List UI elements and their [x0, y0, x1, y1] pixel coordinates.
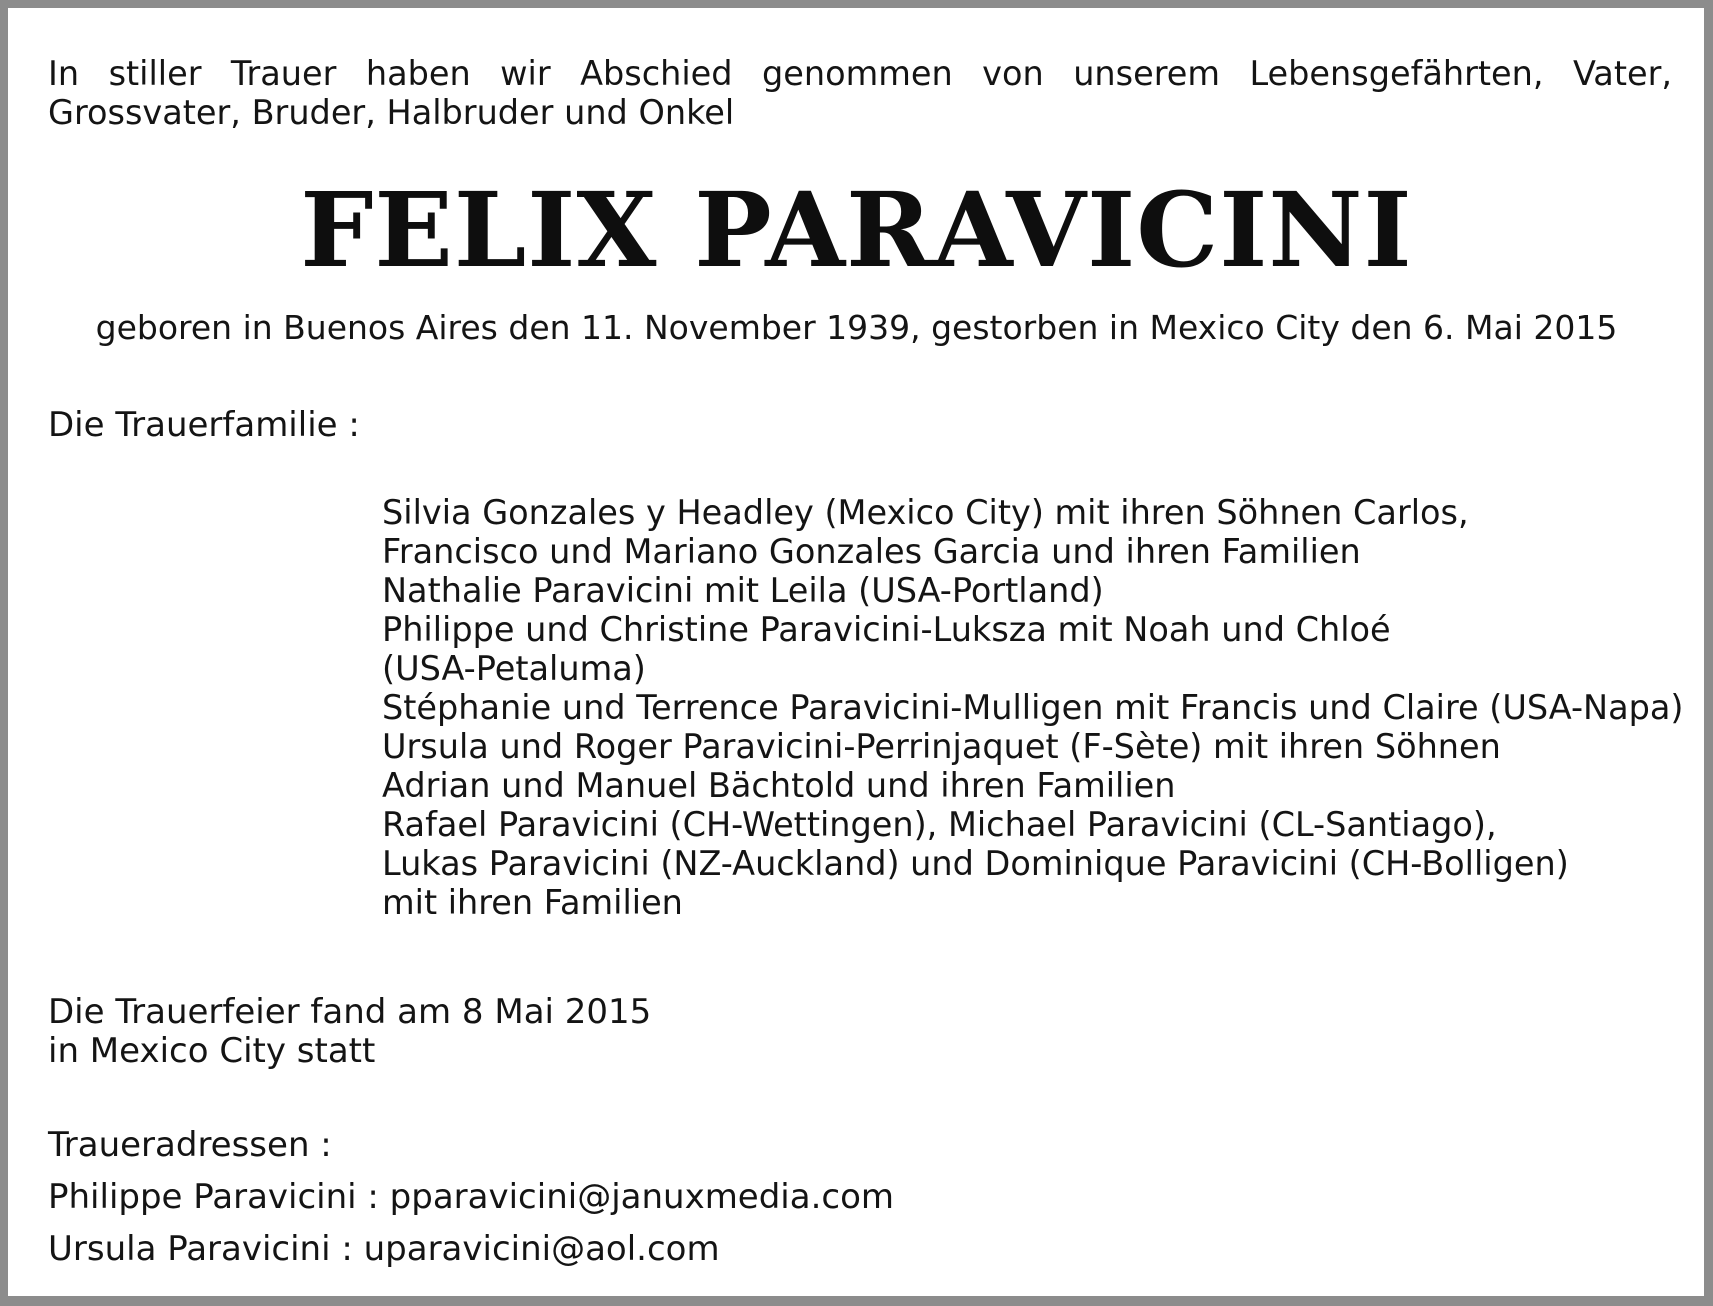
address-ursula: Ursula Paravicini : uparavicini@aol.com — [48, 1229, 720, 1269]
family-line: mit ihren Familien — [382, 883, 683, 922]
service-date: Die Trauerfeier fand am 8 Mai 2015 — [48, 992, 652, 1032]
family-line: Philippe und Christine Paravicini-Luksza mit Noah und Chloé — [382, 610, 1391, 649]
service-place: in Mexico City statt — [48, 1031, 376, 1071]
intro-text: In stiller Trauer haben wir Abschied genommen von unserem Lebensgefährten, Vater, Grossvater, Bruder, Halbruder und Onkel — [48, 54, 1672, 132]
family-line: Nathalie Paravicini mit Leila (USA-Portland) — [382, 571, 1104, 610]
family-list — [382, 493, 1683, 922]
deceased-name: FELIX PARAVICINI — [300, 170, 1413, 291]
family-line: Silvia Gonzales y Headley (Mexico City) mit ihren Söhnen Carlos, — [382, 493, 1469, 532]
family-line: Francisco und Mariano Gonzales Garcia und ihren Familien — [382, 532, 1361, 571]
family-line: Lukas Paravicini (NZ-Auckland) und Dominique Paravicini (CH-Bolligen) — [382, 844, 1569, 883]
address-philippe: Philippe Paravicini : pparavicini@januxmedia.com — [48, 1177, 895, 1217]
family-line: Stéphanie und Terrence Paravicini-Mulligen mit Francis und Claire (USA-Napa) — [382, 688, 1684, 727]
family-line: Adrian und Manuel Bächtold und ihren Familien — [382, 766, 1176, 805]
family-line: Rafael Paravicini (CH-Wettingen), Michael Paravicini (CL-Santiago), — [382, 805, 1497, 844]
birth-death-dates: geboren in Buenos Aires den 11. November 1939, gestorben in Mexico City den 6. Mai 2015 — [95, 308, 1618, 347]
addresses-label: Traueradressen : — [48, 1125, 332, 1165]
family-label: Die Trauerfamilie : — [48, 405, 360, 445]
family-line: (USA-Petaluma) — [382, 649, 646, 688]
family-line: Ursula und Roger Paravicini-Perrinjaquet (F-Sète) mit ihren Söhnen — [382, 727, 1501, 766]
